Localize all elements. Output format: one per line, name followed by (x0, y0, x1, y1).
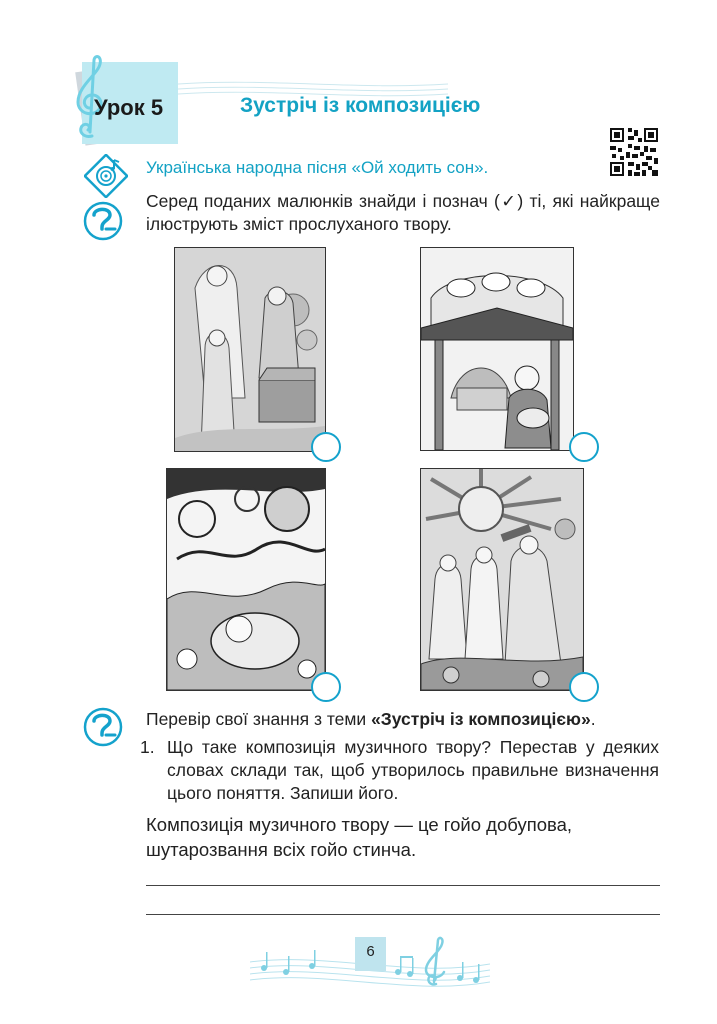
music-disc-icon (84, 154, 128, 198)
question-icon (82, 200, 124, 242)
illustration-sleeping-child-in-forest (166, 468, 326, 691)
illustration-three-women-with-sun (420, 468, 584, 691)
question-1-number: 1. (140, 737, 155, 757)
question-1-text: Що таке композиція музичного твору? Перестав у деяких словах склади так, щоб утворилось правильне визначення цього поняття. Запиши його. (167, 737, 659, 803)
question-icon (82, 706, 124, 748)
checkbox-circle-4[interactable] (569, 672, 599, 702)
checkbox-circle-2[interactable] (569, 432, 599, 462)
task-1-text: Серед поданих малюнків знайди і познач (✓) ті, які найкраще ілюструють зміст прослуханого твору. (146, 191, 660, 234)
task-2-prefix: Перевір свої знання з теми (146, 709, 372, 729)
lesson-title: Зустріч із композицією (240, 94, 481, 117)
task-2-topic: «Зустріч із композицією» (371, 709, 591, 729)
illustration-mother-with-baby-under-roof (420, 247, 574, 451)
checkbox-circle-1[interactable] (311, 432, 341, 462)
illustration-children-with-chest (174, 247, 326, 452)
song-title-line: Українська народна пісня «Ой ходить сон». (146, 158, 489, 177)
task-2-suffix: . (590, 709, 596, 729)
checkbox-circle-3[interactable] (311, 672, 341, 702)
lesson-label: Урок 5 (94, 95, 164, 120)
answer-line-1[interactable] (146, 885, 660, 886)
scrambled-definition: Композиція музичного твору — це гойо добупова, шутарозвання всіх гойо стинча. (146, 814, 573, 860)
qr-code-icon[interactable] (608, 126, 660, 178)
answer-line-2[interactable] (146, 914, 660, 915)
task-2-text (146, 708, 666, 731)
page-number: 6 (366, 943, 375, 960)
